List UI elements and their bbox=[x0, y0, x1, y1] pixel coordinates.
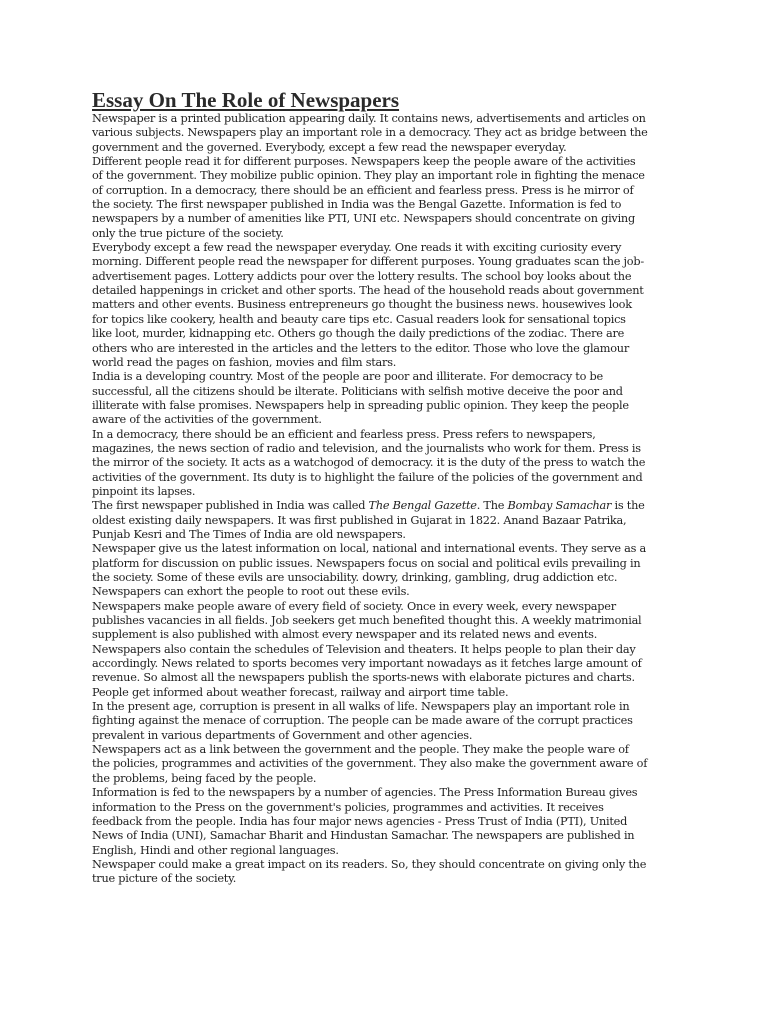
first-newspaper-text-2: . The bbox=[476, 499, 508, 513]
first-newspaper-text-1: The first newspaper published in India was called bbox=[92, 499, 369, 513]
bombay-samachar-title: Bombay Samachar bbox=[507, 499, 612, 513]
paragraph-every-field: Newspapers make people aware of every field of society. Once in every week, every newspaper publishes vacancies in all fields. Job seekers get much benefited thought this. A weekly matrimonial supplement is also published with almost every newspaper and its related news and events. Newspapers also contain the schedules of Television and theaters. It helps people to plan their day accordingly. News related to sports becomes very important nowadays as it fetches large amount of revenue. So almost all the newspapers publish the sports-news with elaborate pictures and charts. People get informed about weather forecast, railway and airport time table. bbox=[92, 599, 642, 699]
paragraph-link: Newspapers act as a link between the government and the people. They make the people ware of the policies, programmes and activities of the government. They also make the government aware of the problems, being faced by the people. bbox=[92, 743, 648, 785]
paragraph-latest-information: Newspaper give us the latest information on local, national and international events. They serve as a platform for discussion on public issues. Newspapers focus on social and political evils prevailing in the society. Some of these evils are unsociability. dowry, drinking, gambling, drug addiction etc. Newspapers can exhort the people to root out these evils. bbox=[92, 542, 647, 599]
paragraph-readers: Everybody except a few read the newspaper everyday. One reads it with exciting curiosity every morning. Different people read the newspaper for different purposes. Young graduates scan the job-advertisement pages. Lottery addicts pour over the lottery results. The school boy looks about the detailed happenings in cricket and other sports. The head of the household reads about government matters and other events. Business entrepreneurs go thought the business news. housewives look for topics like cookery, health and beauty care tips etc. Casual readers look for sensational topics like loot, murder, kidnapping etc. Others go though the daily predictions of the zodiac. There are others who are interested in the articles and the letters to the editor. Those who love the glamour world read the pages on fashion, movies and film stars. bbox=[92, 241, 644, 369]
paragraph-developing-country: India is a developing country. Most of the people are poor and illiterate. For democracy to be successful, all the citizens should be ilterate. Politicians with selfish motive deceive the poor and illiterate with false promises. Newspapers help in spreading public opinion. They keep the people aware of the activities of the government. bbox=[92, 370, 629, 427]
paragraph-agencies: Information is fed to the newspapers by a number of agencies. The Press Information Bureau gives information to the Press on the government's policies, programmes and activities. It receives feedback from the people. India has four major news agencies - Press Trust of India (PTI), United News of India (UNI), Samachar Bharit and Hindustan Samachar. The newspapers are published in English, Hindi and other regional languages. bbox=[92, 786, 638, 857]
bengal-gazette-title: The Bengal Gazette bbox=[368, 499, 477, 513]
paragraph-free-press: In a democracy, there should be an efficient and fearless press. Press refers to newspapers, magazines, the news section of radio and television, and the journalists who work for them. Press is the mirror of the society. It acts as a watchogod of democracy. it is the duty of the press to watch the activities of the government. Its duty is to highlight the failure of the policies of the government and pinpoint its lapses. bbox=[92, 427, 646, 498]
paragraph-intro: Newspaper is a printed publication appearing daily. It contains news, advertisements and articles on various subjects. Newspapers play an important role in a democracy. They act as bridge between the government and the governed. Everybody, except a few read the newspaper everyday. bbox=[92, 112, 648, 154]
essay-title: Essay On The Role of Newspapers bbox=[92, 88, 400, 112]
essay-page bbox=[92, 88, 648, 887]
paragraph-first-newspaper bbox=[92, 499, 648, 542]
first-newspaper-text-3: is the oldest existing daily newspapers. It was first published in Gujarat in 1822. Anand Bazaar Patrika, Punjab Kesri and The Times of India are old newspapers. bbox=[92, 499, 645, 541]
paragraph-corruption: In the present age, corruption is present in all walks of life. Newspapers play an important role in fighting against the menace of corruption. The people can be made aware of the corrupt practices prevalent in various departments of Government and other agencies. bbox=[92, 700, 633, 742]
paragraph-purposes: Different people read it for different purposes. Newspapers keep the people aware of the activities of the government. They mobilize public opinion. They play an important role in fighting the menace of corruption. In a democracy, there should be an efficient and fearless press. Press is he mirror of the society. The first newspaper published in India was the Bengal Gazette. Information is fed to newspapers by a number of amenities like PTI, UNI etc. Newspapers should concentrate on giving only the true picture of the society. bbox=[92, 155, 645, 240]
paragraph-conclusion: Newspaper could make a great impact on its readers. So, they should concentrate on giving only the true picture of the society. bbox=[92, 857, 647, 886]
